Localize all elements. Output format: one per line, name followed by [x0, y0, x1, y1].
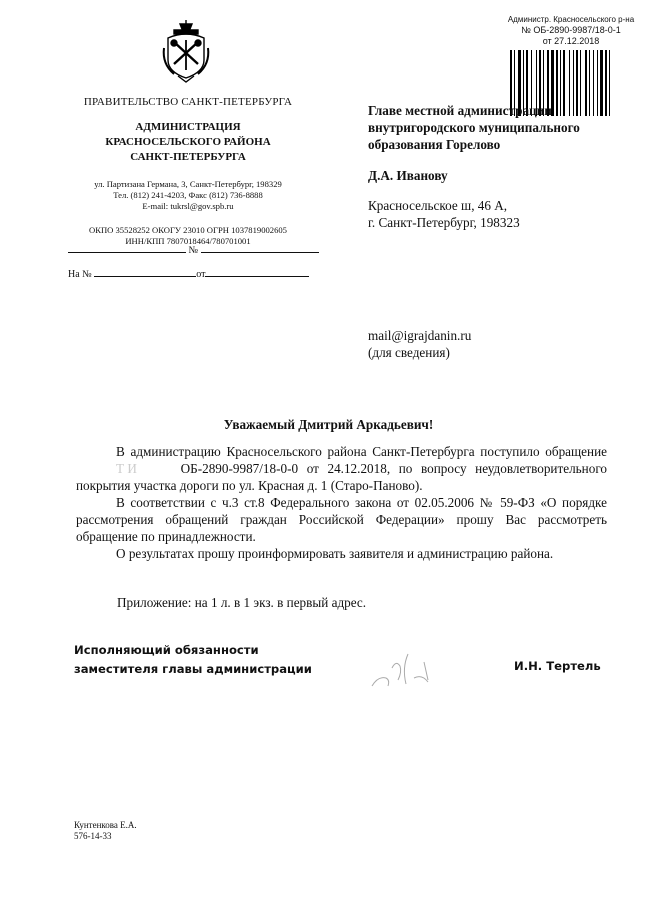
paragraph-2: В соответствии с ч.3 ст.8 Федерального закона от 02.05.2006 № 59-ФЗ «О порядке рассмотрения обращений граждан Российской Федерации» прошу Вас рассмотреть обращение по принадлежности.	[76, 495, 607, 544]
executor-name: Кунтенкова Е.А.	[74, 820, 137, 830]
reply-reference-line	[68, 266, 309, 280]
executor-phone: 576-14-33	[74, 831, 112, 841]
sender-address: ул. Партизана Германа, 3, Санкт-Петербург, 198329 Тел. (812) 241-4203, Факс (812) 736-8888 E-mail: tukrsl@gov.spb.ru	[94, 179, 282, 211]
outgoing-number-line	[68, 242, 319, 256]
stamp-org: Администр. Красносельского р-на	[507, 15, 635, 24]
sender-codes: ОКПО 35528252 ОКОГУ 23010 ОГРН 1037819002605 ИНН/КПП 7807018464/780701001	[89, 225, 287, 246]
executor-info	[74, 820, 137, 842]
stamp-reg-number: № ОБ-2890-9987/18-0-1	[521, 25, 621, 35]
addressee-position: Главе местной администрации внутригородского муниципального образования Горелово	[368, 103, 580, 152]
government-name: ПРАВИТЕЛЬСТВО САНКТ-ПЕТЕРБУРГА	[83, 96, 293, 108]
cc-note: (для сведения)	[368, 345, 450, 360]
redacted-name: Т И	[116, 461, 137, 476]
cc-block	[368, 327, 471, 361]
number-sign: №	[188, 245, 199, 256]
administration-name: АДМИНИСТРАЦИЯ КРАСНОСЕЛЬСКОГО РАЙОНА САНКТ-ПЕТЕРБУРГА	[105, 121, 271, 163]
signatory-name: И.Н. Тертель	[514, 659, 601, 673]
sender-header	[64, 96, 312, 247]
signatory-title: Исполняющий обязанности заместителя главы администрации	[74, 643, 312, 676]
registration-stamp	[497, 14, 645, 47]
handwritten-signature	[364, 648, 444, 694]
cc-email: mail@igrajdanin.ru	[368, 328, 472, 343]
paragraph-3: О результатах прошу проинформировать заявителя и администрацию района.	[116, 546, 554, 561]
reply-prefix: На №	[68, 269, 92, 280]
addressee-block	[368, 102, 628, 231]
stamp-date: от 27.12.2018	[542, 36, 600, 46]
paragraph-1: В администрацию Красносельского района Санкт-Петербурга поступило обращение Т И ОБ-2890-9987/18-0-0 от 24.12.2018, по вопросу неудовлетворительного покрытия участка дороги по ул. Красная д. 1 (Старо-Паново).	[76, 444, 608, 493]
coat-of-arms-icon	[160, 18, 212, 84]
salutation: Уважаемый Дмитрий Аркадьевич!	[223, 417, 434, 432]
attachment-note: Приложение: на 1 л. в 1 экз. в первый адрес.	[117, 595, 367, 610]
reply-from: от	[196, 269, 206, 280]
addressee-name: Д.А. Иванову	[368, 168, 448, 183]
addressee-address: Красносельское ш, 46 А, г. Санкт-Петербург, 198323	[368, 198, 520, 230]
letter-body	[76, 443, 607, 562]
